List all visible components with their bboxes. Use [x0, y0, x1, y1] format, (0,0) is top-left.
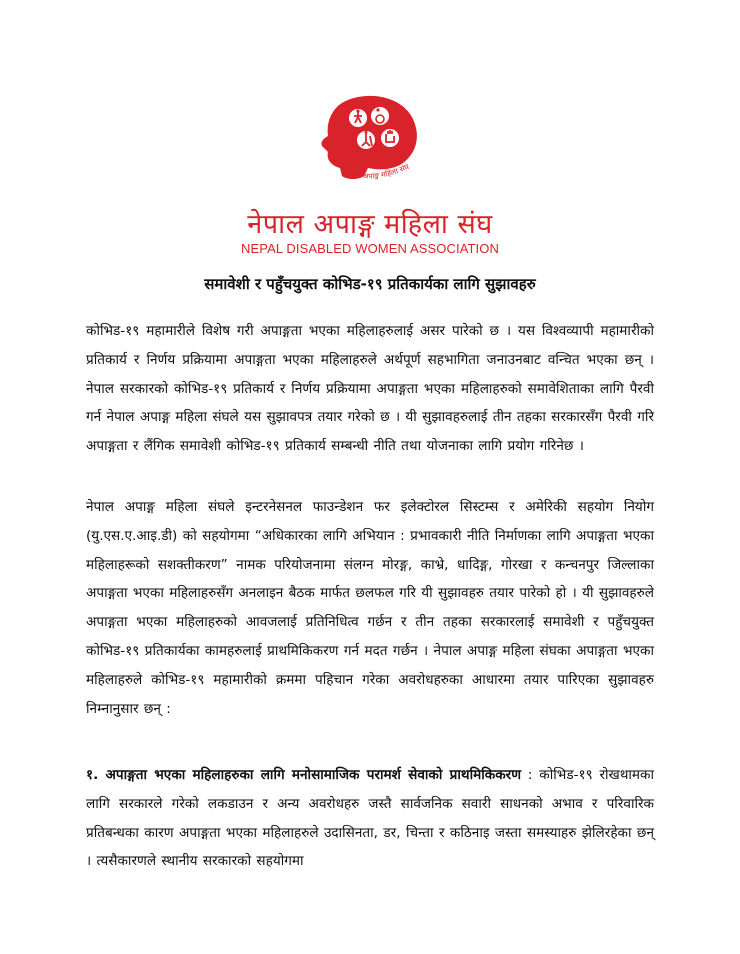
hand-icon	[381, 129, 399, 147]
organization-logo	[318, 94, 422, 190]
paragraph-intro: कोभिड-१९ महामारीले विशेष गरी अपाङ्गता भएका महिलाहरुलाई असर पारेको छ । यस विश्वव्यापी महामारीको प्रतिकार्य र निर्णय प्रक्रियामा अपाङ्गता भएका महिलाहरुले अर्थपूर्ण सहभागिता जनाउनबाट वन्चित भएका छन् । नेपाल सरकारको कोभिड-१९ प्रतिकार्य र निर्णय प्रक्रियामा अपाङ्गता भएका महिलाहरुको समावेशिताका लागि पैरवी गर्न नेपाल अपाङ्ग महिला संघले यस सुझावपत्र तयार गरेको छ । यी सुझावहरुलाई तीन तहका सरकारसँग पैरवी गरि अपाङ्गता र लैंगिक समावेशी कोभिड-१९ प्रतिकार्य सम्बन्धी नीति तथा योजनाका लागि प्रयोग गरिनेछ ।	[86, 323, 655, 455]
org-name-nepali: नेपाल अपाङ्ग महिला संघ	[247, 209, 493, 240]
logo-tagline: नेपाल अपाङ्ग महिला संघ	[344, 161, 411, 181]
walking-person-icon	[349, 109, 367, 127]
paragraph-recommendation-1	[86, 761, 654, 876]
recommendation-1-heading: १. अपाङ्गता भएका महिलाहरुका लागि मनोसामाजिक परामर्श सेवाको प्राथमिकिकरण	[86, 767, 522, 783]
crutch-person-icon	[357, 131, 375, 149]
document-title: समावेशी र पहुँचयुक्त कोभिड-१९ प्रतिकार्यका लागि सुझावहरु	[204, 275, 536, 293]
head-profile-logo-icon	[318, 94, 422, 190]
org-name-english: NEPAL DISABLED WOMEN ASSOCIATION	[241, 241, 499, 256]
recommendation-1-body: : कोभिड-१९ रोखथामका लागि सरकारले गरेको लकडाउन र अन्य अवरोधहरु जस्तै सार्वजनिक सवारी साधनको अभाव र परिवारिक प्रतिबन्धका कारण अपाङ्गता भएका महिलाहरुले उदासिनता, डर, चिन्ता र कठिनाइ जस्ता समस्याहरु झेलिरहेका छन् । त्यसैकारणले स्थानीय सरकारको सहयोगमा	[86, 767, 654, 870]
wheelchair-icon	[371, 107, 389, 125]
paragraph-background: नेपाल अपाङ्ग महिला संघले इन्टरनेसनल फाउन्डेशन फर इलेक्टोरल सिस्टम्स र अमेरिकी सहयोग नियोग (यु.एस.ए.आइ.डी) को सहयोगमा “अधिकारका लागि अभियान : प्रभावकारी नीति निर्माणका लागि अपाङ्गता भएका महिलाहरूको सशक्तीकरण” नामक परियोजनामा संलग्न मोरङ्ग, काभ्रे, धादिङ्ग, गोरखा र कन्चनपुर जिल्लाका अपाङ्गता भएका महिलाहरुसँग अनलाइन बैठक मार्फत छलफल गरि यी सुझावहरु तयार पारेको हो । यी सुझावहरुले अपाङ्गता भएका महिलाहरुको आवजलाई प्रतिनिधित्व गर्छन र तीन तहका सरकारलाई समावेशी र पहुँचयुक्त कोभिड-१९ प्रतिकार्यका कामहरुलाई प्राथमिकिकरण गर्न मदत गर्छन । नेपाल अपाङ्ग महिला संघका अपाङ्गता भएका महिलाहरुले कोभिड-१९ महामारीको क्रममा पहिचान गरेका अवरोधहरुका आधारमा तयार पारिएका सुझावहरु निम्नानुसार छन् :	[86, 499, 654, 717]
